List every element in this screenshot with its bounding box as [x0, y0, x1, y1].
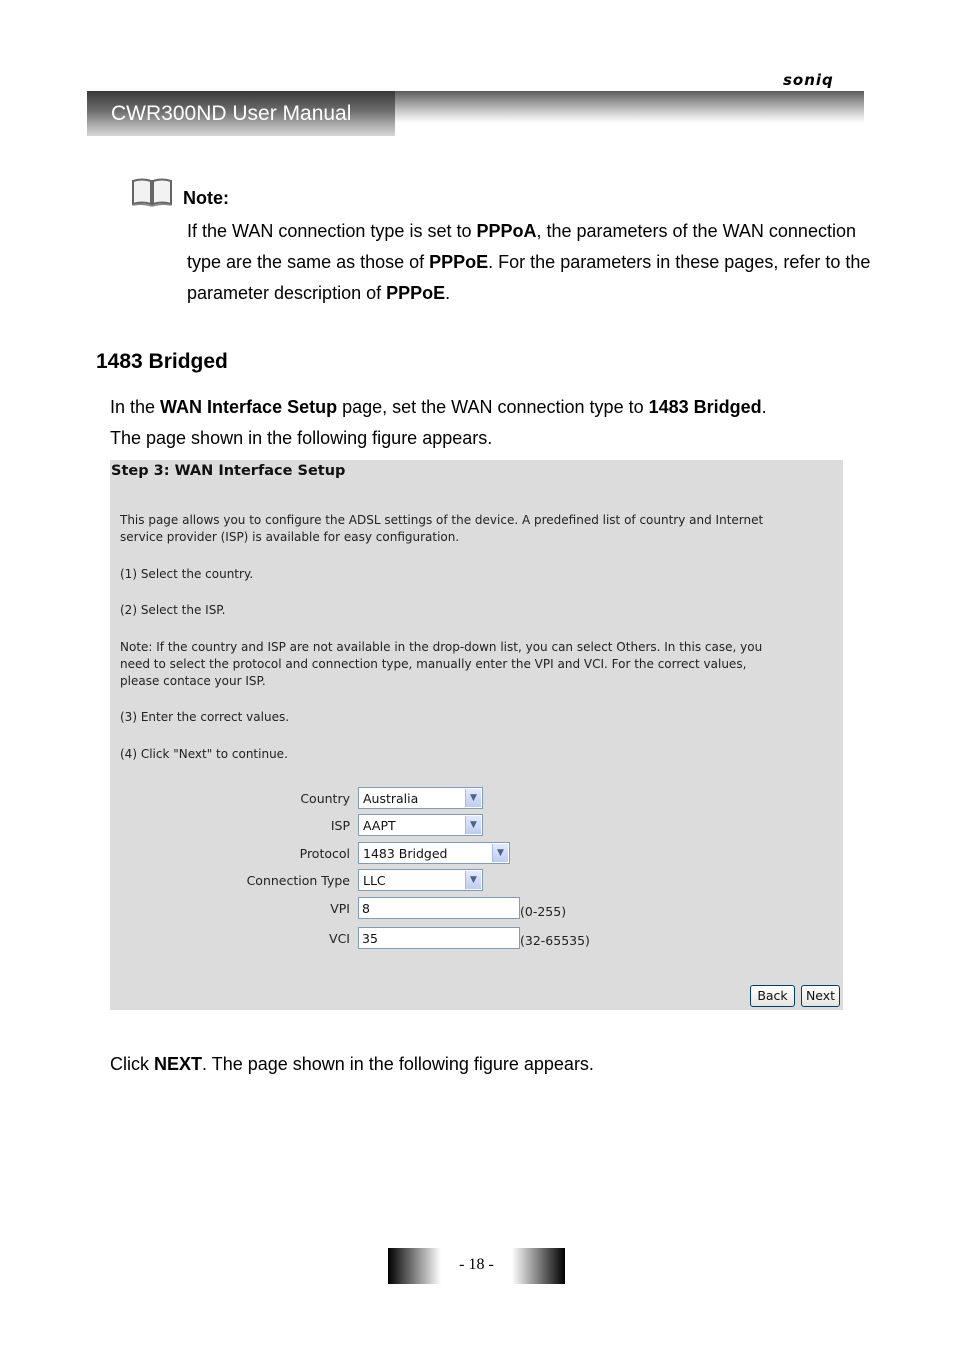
chevron-down-icon: ▼: [492, 844, 508, 862]
chevron-down-icon: ▼: [465, 816, 481, 834]
desc-line-2: service provider (ISP) is available for easy configuration.: [120, 530, 460, 544]
manual-title: CWR300ND User Manual: [111, 102, 352, 125]
note-line-3: please contace your ISP.: [120, 674, 266, 688]
book-icon: [131, 176, 173, 208]
step-4: (4) Click "Next" to continue.: [120, 747, 288, 761]
country-select[interactable]: Australia ▼: [358, 787, 483, 809]
section-intro: In the WAN Interface Setup page, set the WAN connection type to 1483 Bridged. The page shown in the following figure appears.: [110, 397, 767, 448]
step-2: (2) Select the ISP.: [120, 603, 226, 617]
note-line-1: Note: If the country and ISP are not available in the drop-down list, you can select Others. In this case, you: [120, 640, 763, 654]
vpi-input[interactable]: 8: [358, 897, 520, 919]
isp-label: ISP: [330, 818, 350, 833]
connection-type-select[interactable]: LLC ▼: [358, 869, 483, 891]
wan-setup-screenshot: [110, 460, 843, 1010]
connection-type-label: Connection Type: [246, 873, 350, 888]
vpi-range-hint: (0-255): [520, 904, 567, 919]
step-1: (1) Select the country.: [120, 567, 254, 581]
vpi-label: VPI: [330, 901, 350, 916]
note-text: If the WAN connection type is set to PPPoA, the parameters of the WAN connection type are the same as those of PPPoE. For the parameters in these pages, refer to the parameter description of PPPoE.: [187, 221, 871, 303]
page-number: - 18 -: [459, 1256, 494, 1273]
step-3: (3) Enter the correct values.: [120, 710, 290, 724]
note-label: Note:: [183, 188, 229, 208]
vci-range-hint: (32-65535): [520, 933, 590, 948]
next-button[interactable]: Next: [801, 985, 840, 1007]
section-title: 1483 Bridged: [96, 350, 228, 373]
vci-input[interactable]: 35: [358, 927, 520, 949]
click-next-instruction: Click NEXT. The page shown in the following figure appears.: [110, 1054, 594, 1074]
protocol-select[interactable]: 1483 Bridged ▼: [358, 842, 510, 864]
protocol-label: Protocol: [299, 846, 350, 861]
isp-select[interactable]: AAPT ▼: [358, 814, 483, 836]
desc-line-1: This page allows you to configure the ADSL settings of the device. A predefined list of country and Internet: [120, 513, 764, 527]
chevron-down-icon: ▼: [465, 789, 481, 807]
brand-logo: soniq: [783, 71, 834, 89]
back-button[interactable]: Back: [750, 985, 795, 1007]
country-label: Country: [300, 791, 350, 806]
vci-label: VCI: [329, 931, 350, 946]
note-line-2: need to select the protocol and connection type, manually enter the VPI and VCI. For the correct values,: [120, 657, 747, 671]
chevron-down-icon: ▼: [465, 871, 481, 889]
panel-title: Step 3: WAN Interface Setup: [111, 463, 346, 479]
